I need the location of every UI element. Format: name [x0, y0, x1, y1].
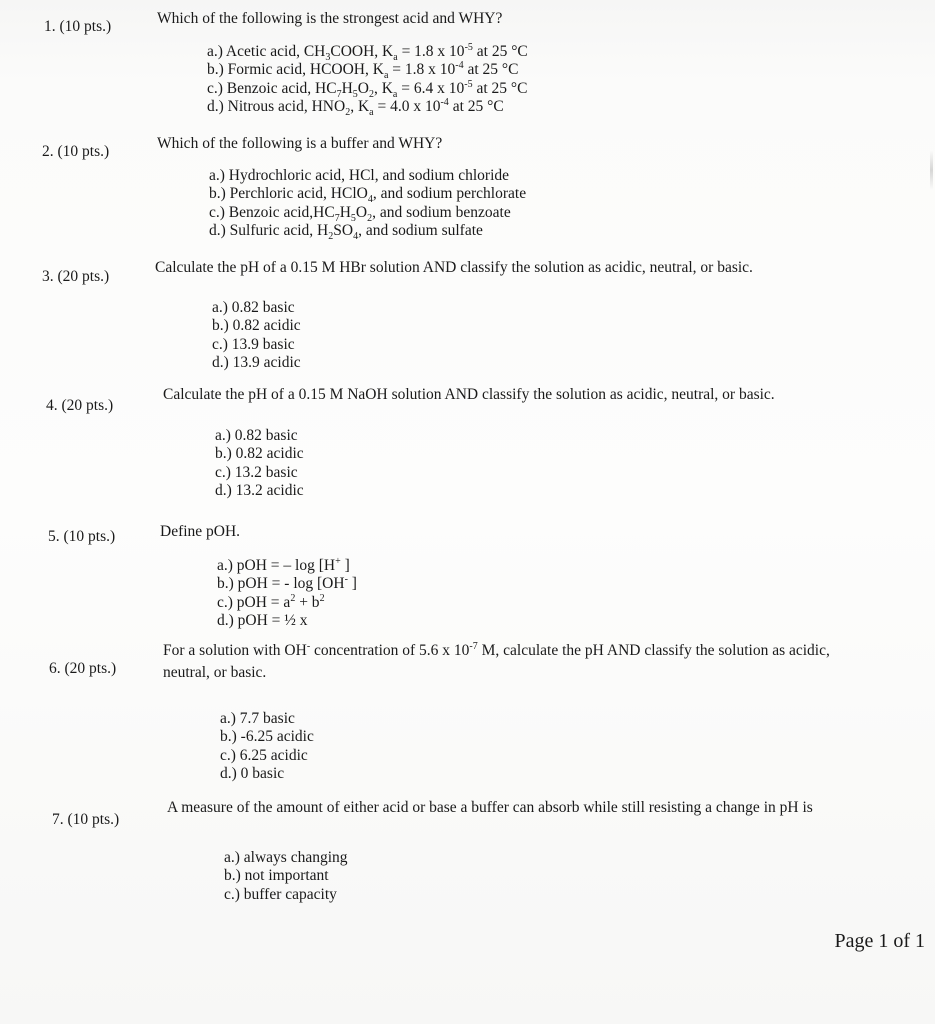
- answer-option[interactable]: a.) 0.82 basic: [215, 427, 298, 444]
- question-number: 3. (20 pts.): [42, 268, 110, 285]
- answer-options: [212, 299, 301, 373]
- answer-option[interactable]: c.) Benzoic acid, $HC_7H_5O_2$, $K_a = 6.4$ x $10^{-5}$ at 25 °C: [207, 78, 528, 100]
- question-number: 4. (20 pts.): [46, 397, 114, 414]
- page-edge-shadow: [930, 150, 933, 190]
- answer-option[interactable]: c.) 13.2 basic: [215, 463, 298, 481]
- answer-options: [217, 557, 357, 631]
- question-prompt: A measure of the amount of either acid or base a buffer can absorb while still resisting a change in pH is: [167, 799, 813, 816]
- answer-option[interactable]: a.) 0.82 basic: [212, 299, 295, 316]
- answer-option[interactable]: a.) always changing: [224, 849, 348, 866]
- answer-options: [220, 710, 314, 784]
- answer-option[interactable]: b.) Formic acid, HCOOH, $K_a = 1.8$ x $10^{-4}$ at 25 °C: [207, 60, 519, 82]
- question-number: 5. (10 pts.): [48, 528, 116, 545]
- question-prompt: Which of the following is the strongest acid and WHY?: [157, 10, 503, 27]
- answer-option[interactable]: d.) 13.9 acidic: [212, 354, 301, 372]
- page-number: Page 1 of 1: [834, 930, 925, 952]
- answer-option[interactable]: c.) Benzoic $acid,HC_7H_5O_2$, and sodium benzoate: [209, 203, 511, 224]
- answer-option[interactable]: c.) pOH = $a^2 + b^2$: [217, 592, 325, 611]
- answer-option[interactable]: d.) 0 basic: [220, 765, 285, 783]
- answer-option[interactable]: b.) not important: [224, 867, 329, 885]
- question-prompt: Define pOH.: [160, 523, 241, 540]
- answer-option[interactable]: b.) 0.82 acidic: [212, 317, 301, 335]
- answer-option[interactable]: c.) 6.25 acidic: [220, 746, 308, 764]
- question-number: 2. (10 pts.): [42, 143, 110, 160]
- answer-option[interactable]: b.) 0.82 acidic: [215, 445, 304, 463]
- question-prompt: Which of the following is a buffer and WHY?: [157, 135, 443, 152]
- answer-option[interactable]: a.) Hydrochloric acid, HCl, and sodium chloride: [209, 167, 510, 184]
- answer-options: [215, 427, 304, 501]
- answer-option[interactable]: d.) pOH = ½ x: [217, 612, 308, 630]
- answer-options: [209, 167, 526, 241]
- answer-option[interactable]: b.) pOH = - log [OH- ]: [217, 574, 357, 593]
- answer-options: [207, 43, 528, 117]
- question-number: 7. (10 pts.): [52, 811, 120, 828]
- question-prompt: Calculate the pH of a 0.15 M NaOH solution AND classify the solution as acidic, neutral, or basic.: [163, 386, 775, 403]
- answer-option[interactable]: d.) 13.2 acidic: [215, 482, 304, 500]
- question-prompt: Calculate the pH of a 0.15 M HBr solution AND classify the solution as acidic, neutral, or basic.: [155, 259, 753, 276]
- question-number: 1. (10 pts.): [44, 18, 112, 35]
- answer-option[interactable]: d.) Nitrous acid, $HNO_2$, $K_a = 4.0$ x $10^{-4}$ at 25 °C: [207, 97, 504, 119]
- question-prompt: For a solution with OH- concentration of 5.6 x $10^{-7}$ M, calculate the pH AND classify the solution as acidic, neutral, or basic.: [163, 640, 830, 681]
- answer-option[interactable]: b.) Perchloric acid, HClO$_4$, and sodium perchlorate: [209, 185, 527, 206]
- answer-option[interactable]: a.) pOH = – log [H+ ]: [217, 555, 350, 574]
- answer-option[interactable]: a.) Acetic acid, $CH_3COOH$, $K_a = 1.8$ x $10^{-5}$ at 25 °C: [207, 41, 528, 64]
- question-number: 6. (20 pts.): [49, 660, 117, 677]
- answer-options: [224, 849, 348, 904]
- answer-option[interactable]: c.) 13.9 basic: [212, 335, 295, 353]
- answer-option[interactable]: c.) buffer capacity: [224, 885, 337, 903]
- answer-option[interactable]: a.) 7.7 basic: [220, 710, 295, 727]
- answer-option[interactable]: d.) Sulfuric acid, $H_2SO_4$, and sodium sulfate: [209, 222, 483, 243]
- answer-option[interactable]: b.) -6.25 acidic: [220, 728, 314, 746]
